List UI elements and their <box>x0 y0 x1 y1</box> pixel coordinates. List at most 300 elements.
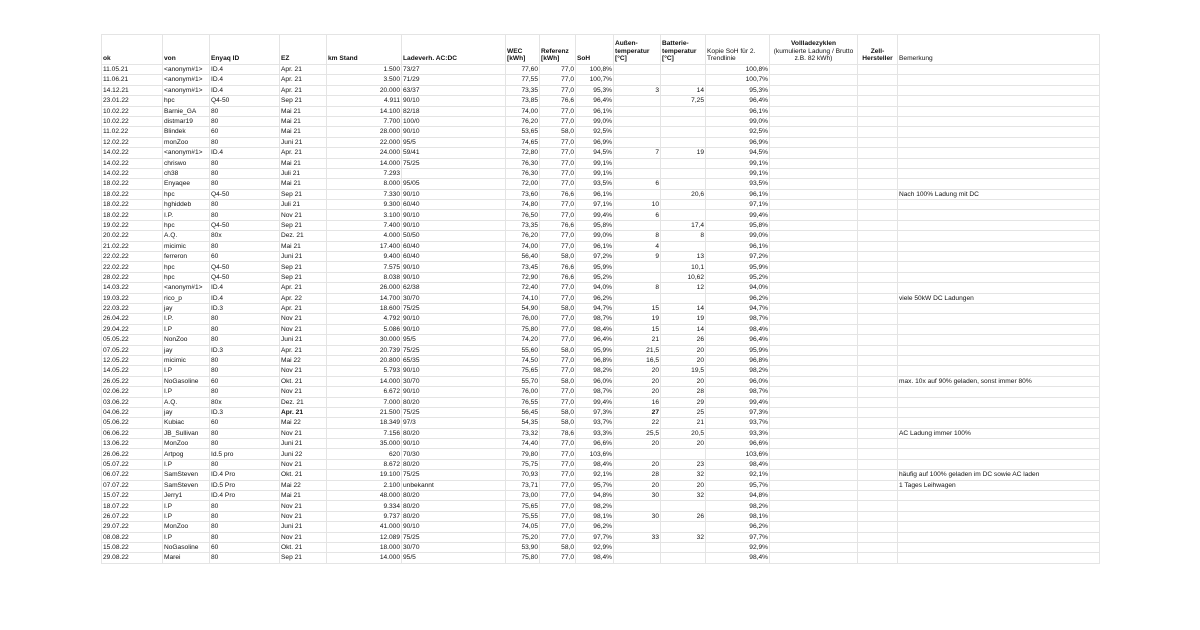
cell-km[interactable]: 8.038 <box>327 272 402 282</box>
cell-bemerkung[interactable] <box>898 220 1100 230</box>
cell-bemerkung[interactable]: AC Ladung immer 100% <box>898 428 1100 438</box>
cell-ez[interactable]: Apr. 21 <box>280 283 327 293</box>
cell-model[interactable]: 80 <box>210 314 280 324</box>
cell-zell-hersteller[interactable] <box>858 376 898 386</box>
cell-zell-hersteller[interactable] <box>858 116 898 126</box>
cell-batterietemp[interactable] <box>661 542 706 552</box>
cell-vollladezyklen[interactable] <box>770 127 858 137</box>
cell-ladeverh[interactable]: 90/10 <box>402 272 506 282</box>
cell-ladeverh[interactable]: 60/40 <box>402 241 506 251</box>
cell-aussentemp[interactable] <box>614 189 661 199</box>
cell-wec[interactable]: 74,80 <box>506 200 540 210</box>
cell-ez[interactable]: Dez. 21 <box>280 397 327 407</box>
cell-km[interactable]: 7.000 <box>327 397 402 407</box>
cell-von[interactable]: <anonym#1> <box>163 85 210 95</box>
cell-kopie-soh[interactable]: 98,2% <box>706 366 770 376</box>
cell-km[interactable]: 3.500 <box>327 75 402 85</box>
cell-date[interactable]: 26.04.22 <box>102 314 163 324</box>
cell-date[interactable]: 18.02.22 <box>102 189 163 199</box>
cell-km[interactable]: 20.000 <box>327 85 402 95</box>
cell-referenz[interactable]: 77,0 <box>540 501 576 511</box>
cell-ez[interactable]: Apr. 21 <box>280 148 327 158</box>
cell-date[interactable]: 13.06.22 <box>102 439 163 449</box>
cell-vollladezyklen[interactable] <box>770 459 858 469</box>
cell-ez[interactable]: Nov 21 <box>280 314 327 324</box>
cell-referenz[interactable]: 77,0 <box>540 241 576 251</box>
cell-kopie-soh[interactable]: 96,4% <box>706 335 770 345</box>
cell-ladeverh[interactable]: 30/70 <box>402 293 506 303</box>
cell-kopie-soh[interactable]: 93,3% <box>706 428 770 438</box>
cell-ez[interactable]: Mai 21 <box>280 116 327 126</box>
cell-aussentemp[interactable] <box>614 127 661 137</box>
cell-zell-hersteller[interactable] <box>858 293 898 303</box>
cell-ez[interactable]: Nov 21 <box>280 459 327 469</box>
cell-model[interactable]: 80 <box>210 158 280 168</box>
cell-aussentemp[interactable]: 16 <box>614 397 661 407</box>
cell-von[interactable]: rico_p <box>163 293 210 303</box>
cell-aussentemp[interactable] <box>614 168 661 178</box>
cell-soh[interactable]: 94,5% <box>576 148 614 158</box>
cell-von[interactable]: monZoo <box>163 137 210 147</box>
cell-kopie-soh[interactable]: 96,9% <box>706 137 770 147</box>
cell-vollladezyklen[interactable] <box>770 387 858 397</box>
cell-bemerkung[interactable] <box>898 491 1100 501</box>
cell-km[interactable]: 9.334 <box>327 501 402 511</box>
cell-batterietemp[interactable] <box>661 106 706 116</box>
cell-model[interactable]: Q4-50 <box>210 189 280 199</box>
cell-zell-hersteller[interactable] <box>858 314 898 324</box>
cell-zell-hersteller[interactable] <box>858 428 898 438</box>
cell-batterietemp[interactable]: 13 <box>661 252 706 262</box>
cell-wec[interactable]: 74,00 <box>506 106 540 116</box>
cell-ez[interactable]: Sep 21 <box>280 272 327 282</box>
cell-bemerkung[interactable] <box>898 179 1100 189</box>
cell-wec[interactable]: 56,45 <box>506 407 540 417</box>
cell-bemerkung[interactable] <box>898 449 1100 459</box>
cell-km[interactable]: 7.330 <box>327 189 402 199</box>
cell-soh[interactable]: 99,0% <box>576 231 614 241</box>
cell-bemerkung[interactable] <box>898 407 1100 417</box>
cell-von[interactable]: hghiddeb <box>163 200 210 210</box>
cell-soh[interactable]: 97,7% <box>576 532 614 542</box>
cell-aussentemp[interactable]: 20 <box>614 480 661 490</box>
cell-zell-hersteller[interactable] <box>858 272 898 282</box>
cell-vollladezyklen[interactable] <box>770 179 858 189</box>
cell-von[interactable]: <anonym#1> <box>163 65 210 75</box>
cell-zell-hersteller[interactable] <box>858 65 898 75</box>
cell-von[interactable]: hpc <box>163 272 210 282</box>
cell-ladeverh[interactable]: 90/10 <box>402 439 506 449</box>
cell-soh[interactable]: 98,7% <box>576 314 614 324</box>
cell-vollladezyklen[interactable] <box>770 491 858 501</box>
cell-ez[interactable]: Mai 21 <box>280 127 327 137</box>
cell-von[interactable]: I.P. <box>163 210 210 220</box>
cell-ez[interactable]: Sep 21 <box>280 96 327 106</box>
cell-aussentemp[interactable]: 4 <box>614 241 661 251</box>
cell-ladeverh[interactable]: 82/18 <box>402 106 506 116</box>
cell-batterietemp[interactable] <box>661 158 706 168</box>
cell-date[interactable]: 29.08.22 <box>102 553 163 563</box>
col-referenz[interactable]: Referenz [kWh] <box>540 35 576 65</box>
cell-vollladezyklen[interactable] <box>770 553 858 563</box>
cell-batterietemp[interactable] <box>661 75 706 85</box>
cell-date[interactable]: 07.05.22 <box>102 345 163 355</box>
cell-soh[interactable]: 92,5% <box>576 127 614 137</box>
cell-ladeverh[interactable]: 30/70 <box>402 542 506 552</box>
cell-referenz[interactable]: 77,0 <box>540 387 576 397</box>
cell-kopie-soh[interactable]: 92,5% <box>706 127 770 137</box>
cell-zell-hersteller[interactable] <box>858 75 898 85</box>
cell-zell-hersteller[interactable] <box>858 137 898 147</box>
cell-aussentemp[interactable]: 30 <box>614 511 661 521</box>
cell-ladeverh[interactable]: 75/25 <box>402 532 506 542</box>
cell-vollladezyklen[interactable] <box>770 200 858 210</box>
cell-ladeverh[interactable]: 97/3 <box>402 418 506 428</box>
cell-date[interactable]: 28.02.22 <box>102 272 163 282</box>
cell-soh[interactable]: 95,9% <box>576 345 614 355</box>
cell-soh[interactable]: 98,4% <box>576 459 614 469</box>
cell-aussentemp[interactable]: 19 <box>614 314 661 324</box>
cell-wec[interactable]: 76,50 <box>506 210 540 220</box>
cell-ladeverh[interactable]: 75/25 <box>402 303 506 313</box>
cell-km[interactable]: 8.000 <box>327 179 402 189</box>
cell-soh[interactable]: 97,1% <box>576 200 614 210</box>
cell-ez[interactable]: Nov 21 <box>280 428 327 438</box>
cell-vollladezyklen[interactable] <box>770 148 858 158</box>
cell-km[interactable]: 7.700 <box>327 116 402 126</box>
cell-vollladezyklen[interactable] <box>770 262 858 272</box>
cell-zell-hersteller[interactable] <box>858 480 898 490</box>
cell-date[interactable]: 18.07.22 <box>102 501 163 511</box>
cell-aussentemp[interactable]: 9 <box>614 252 661 262</box>
cell-soh[interactable]: 96,2% <box>576 293 614 303</box>
cell-zell-hersteller[interactable] <box>858 511 898 521</box>
cell-km[interactable]: 20.739 <box>327 345 402 355</box>
cell-bemerkung[interactable] <box>898 85 1100 95</box>
cell-ez[interactable]: Okt. 21 <box>280 542 327 552</box>
cell-km[interactable]: 41.000 <box>327 522 402 532</box>
cell-referenz[interactable]: 77,0 <box>540 491 576 501</box>
cell-zell-hersteller[interactable] <box>858 522 898 532</box>
cell-zell-hersteller[interactable] <box>858 106 898 116</box>
cell-ez[interactable]: Nov 21 <box>280 501 327 511</box>
cell-ez[interactable]: Nov 21 <box>280 210 327 220</box>
cell-batterietemp[interactable]: 21 <box>661 418 706 428</box>
cell-aussentemp[interactable] <box>614 449 661 459</box>
cell-ez[interactable]: Sep 21 <box>280 553 327 563</box>
cell-batterietemp[interactable]: 12 <box>661 283 706 293</box>
cell-model[interactable]: ID.4 <box>210 293 280 303</box>
cell-soh[interactable]: 96,4% <box>576 335 614 345</box>
cell-von[interactable]: I.P <box>163 366 210 376</box>
cell-bemerkung[interactable] <box>898 168 1100 178</box>
cell-vollladezyklen[interactable] <box>770 480 858 490</box>
cell-referenz[interactable]: 58,0 <box>540 345 576 355</box>
cell-soh[interactable]: 96,1% <box>576 241 614 251</box>
cell-date[interactable]: 14.12.21 <box>102 85 163 95</box>
cell-batterietemp[interactable]: 20 <box>661 376 706 386</box>
cell-ladeverh[interactable]: 75/25 <box>402 470 506 480</box>
cell-model[interactable]: 80 <box>210 428 280 438</box>
cell-aussentemp[interactable] <box>614 542 661 552</box>
cell-ladeverh[interactable]: 50/50 <box>402 231 506 241</box>
cell-bemerkung[interactable] <box>898 335 1100 345</box>
cell-batterietemp[interactable]: 19,5 <box>661 366 706 376</box>
col-ez[interactable]: EZ <box>280 35 327 65</box>
cell-kopie-soh[interactable]: 95,7% <box>706 480 770 490</box>
cell-vollladezyklen[interactable] <box>770 366 858 376</box>
cell-wec[interactable]: 76,20 <box>506 116 540 126</box>
cell-von[interactable]: Kubiac <box>163 418 210 428</box>
cell-ladeverh[interactable]: 90/10 <box>402 324 506 334</box>
cell-model[interactable]: ID.3 <box>210 345 280 355</box>
cell-aussentemp[interactable]: 20 <box>614 366 661 376</box>
cell-vollladezyklen[interactable] <box>770 231 858 241</box>
cell-batterietemp[interactable]: 32 <box>661 532 706 542</box>
cell-date[interactable]: 06.07.22 <box>102 470 163 480</box>
cell-vollladezyklen[interactable] <box>770 241 858 251</box>
cell-km[interactable]: 620 <box>327 449 402 459</box>
cell-ez[interactable]: Apr. 21 <box>280 75 327 85</box>
col-batterietemperatur[interactable]: Batterie-temperatur [°C] <box>661 35 706 65</box>
cell-date[interactable]: 10.02.22 <box>102 116 163 126</box>
cell-model[interactable]: ID.4 <box>210 75 280 85</box>
cell-wec[interactable]: 70,93 <box>506 470 540 480</box>
cell-vollladezyklen[interactable] <box>770 470 858 480</box>
cell-model[interactable]: 80 <box>210 324 280 334</box>
cell-km[interactable]: 4.911 <box>327 96 402 106</box>
cell-von[interactable]: I.P. <box>163 314 210 324</box>
cell-batterietemp[interactable] <box>661 137 706 147</box>
cell-wec[interactable]: 73,45 <box>506 262 540 272</box>
cell-km[interactable]: 9.737 <box>327 511 402 521</box>
cell-wec[interactable]: 56,40 <box>506 252 540 262</box>
cell-von[interactable]: chriswo <box>163 158 210 168</box>
cell-batterietemp[interactable] <box>661 179 706 189</box>
cell-date[interactable]: 29.04.22 <box>102 324 163 334</box>
cell-zell-hersteller[interactable] <box>858 220 898 230</box>
cell-zell-hersteller[interactable] <box>858 210 898 220</box>
cell-wec[interactable]: 75,65 <box>506 501 540 511</box>
cell-wec[interactable]: 77,55 <box>506 75 540 85</box>
cell-date[interactable]: 18.02.22 <box>102 210 163 220</box>
cell-referenz[interactable]: 77,0 <box>540 439 576 449</box>
cell-date[interactable]: 08.08.22 <box>102 532 163 542</box>
cell-ez[interactable]: Mai 21 <box>280 491 327 501</box>
cell-soh[interactable]: 93,5% <box>576 179 614 189</box>
cell-date[interactable]: 06.06.22 <box>102 428 163 438</box>
cell-model[interactable]: 80 <box>210 522 280 532</box>
cell-wec[interactable]: 74,40 <box>506 439 540 449</box>
cell-model[interactable]: 80 <box>210 439 280 449</box>
cell-date[interactable]: 14.03.22 <box>102 283 163 293</box>
cell-batterietemp[interactable]: 25 <box>661 407 706 417</box>
cell-referenz[interactable]: 77,0 <box>540 480 576 490</box>
cell-batterietemp[interactable]: 14 <box>661 303 706 313</box>
cell-kopie-soh[interactable]: 98,7% <box>706 387 770 397</box>
cell-referenz[interactable]: 76,6 <box>540 96 576 106</box>
cell-von[interactable]: I.P <box>163 532 210 542</box>
cell-model[interactable]: Q4-50 <box>210 96 280 106</box>
cell-referenz[interactable]: 76,6 <box>540 220 576 230</box>
cell-zell-hersteller[interactable] <box>858 470 898 480</box>
cell-date[interactable]: 14.02.22 <box>102 148 163 158</box>
cell-vollladezyklen[interactable] <box>770 355 858 365</box>
cell-referenz[interactable]: 77,0 <box>540 210 576 220</box>
cell-wec[interactable]: 54,90 <box>506 303 540 313</box>
cell-von[interactable]: jay <box>163 407 210 417</box>
cell-soh[interactable]: 96,8% <box>576 355 614 365</box>
cell-date[interactable]: 10.02.22 <box>102 106 163 116</box>
cell-von[interactable]: MonZoo <box>163 439 210 449</box>
cell-model[interactable]: ID.4 <box>210 283 280 293</box>
cell-wec[interactable]: 55,60 <box>506 345 540 355</box>
cell-ez[interactable]: Nov 21 <box>280 366 327 376</box>
cell-von[interactable]: hpc <box>163 189 210 199</box>
cell-referenz[interactable]: 77,0 <box>540 106 576 116</box>
cell-vollladezyklen[interactable] <box>770 397 858 407</box>
col-kopie-soh[interactable]: Kopie SoH für 2. Trendlinie <box>706 35 770 65</box>
cell-wec[interactable]: 73,60 <box>506 189 540 199</box>
cell-referenz[interactable]: 77,0 <box>540 168 576 178</box>
cell-ladeverh[interactable]: 70/30 <box>402 449 506 459</box>
cell-ez[interactable]: Mai 22 <box>280 355 327 365</box>
col-bemerkung[interactable]: Bemerkung <box>898 35 1100 65</box>
cell-referenz[interactable]: 77,0 <box>540 283 576 293</box>
cell-bemerkung[interactable] <box>898 200 1100 210</box>
cell-soh[interactable]: 96,0% <box>576 376 614 386</box>
cell-zell-hersteller[interactable] <box>858 324 898 334</box>
cell-zell-hersteller[interactable] <box>858 85 898 95</box>
cell-model[interactable]: ID.4 Pro <box>210 491 280 501</box>
cell-km[interactable]: 18.600 <box>327 303 402 313</box>
cell-model[interactable]: 80 <box>210 387 280 397</box>
cell-von[interactable]: jay <box>163 345 210 355</box>
cell-ladeverh[interactable]: 80/20 <box>402 501 506 511</box>
cell-batterietemp[interactable]: 32 <box>661 491 706 501</box>
cell-kopie-soh[interactable]: 94,5% <box>706 148 770 158</box>
cell-ladeverh[interactable]: 90/10 <box>402 127 506 137</box>
cell-vollladezyklen[interactable] <box>770 542 858 552</box>
cell-referenz[interactable]: 77,0 <box>540 511 576 521</box>
cell-model[interactable]: 80 <box>210 116 280 126</box>
cell-model[interactable]: 80 <box>210 366 280 376</box>
cell-aussentemp[interactable]: 20 <box>614 459 661 469</box>
cell-bemerkung[interactable] <box>898 522 1100 532</box>
cell-referenz[interactable]: 77,0 <box>540 148 576 158</box>
cell-von[interactable]: NonZoo <box>163 335 210 345</box>
cell-ladeverh[interactable]: 90/10 <box>402 262 506 272</box>
cell-date[interactable]: 19.03.22 <box>102 293 163 303</box>
cell-km[interactable]: 19.100 <box>327 470 402 480</box>
cell-batterietemp[interactable] <box>661 501 706 511</box>
cell-vollladezyklen[interactable] <box>770 407 858 417</box>
cell-soh[interactable]: 94,0% <box>576 283 614 293</box>
cell-model[interactable]: 60 <box>210 127 280 137</box>
cell-batterietemp[interactable]: 10,62 <box>661 272 706 282</box>
cell-bemerkung[interactable] <box>898 366 1100 376</box>
cell-referenz[interactable]: 77,0 <box>540 355 576 365</box>
cell-vollladezyklen[interactable] <box>770 293 858 303</box>
cell-kopie-soh[interactable]: 97,7% <box>706 532 770 542</box>
cell-ez[interactable]: Juli 21 <box>280 200 327 210</box>
cell-kopie-soh[interactable]: 96,1% <box>706 189 770 199</box>
cell-model[interactable]: ID.4 <box>210 85 280 95</box>
cell-referenz[interactable]: 77,0 <box>540 470 576 480</box>
cell-von[interactable]: I.P <box>163 387 210 397</box>
cell-wec[interactable]: 79,80 <box>506 449 540 459</box>
cell-batterietemp[interactable]: 26 <box>661 335 706 345</box>
cell-batterietemp[interactable]: 14 <box>661 324 706 334</box>
cell-soh[interactable]: 95,9% <box>576 262 614 272</box>
cell-kopie-soh[interactable]: 98,4% <box>706 553 770 563</box>
cell-referenz[interactable]: 77,0 <box>540 85 576 95</box>
cell-km[interactable]: 14.000 <box>327 376 402 386</box>
cell-date[interactable]: 29.07.22 <box>102 522 163 532</box>
cell-soh[interactable]: 93,7% <box>576 418 614 428</box>
cell-wec[interactable]: 76,00 <box>506 314 540 324</box>
cell-batterietemp[interactable]: 10,1 <box>661 262 706 272</box>
cell-wec[interactable]: 75,65 <box>506 366 540 376</box>
cell-ez[interactable]: Mai 21 <box>280 158 327 168</box>
cell-km[interactable]: 14.100 <box>327 106 402 116</box>
cell-km[interactable]: 30.000 <box>327 335 402 345</box>
col-wec[interactable]: WEC [kWh] <box>506 35 540 65</box>
cell-wec[interactable]: 72,90 <box>506 272 540 282</box>
cell-ladeverh[interactable]: 90/10 <box>402 387 506 397</box>
cell-model[interactable]: 80x <box>210 397 280 407</box>
cell-aussentemp[interactable]: 16,5 <box>614 355 661 365</box>
cell-referenz[interactable]: 58,0 <box>540 376 576 386</box>
cell-referenz[interactable]: 77,0 <box>540 459 576 469</box>
cell-kopie-soh[interactable]: 96,4% <box>706 96 770 106</box>
cell-ez[interactable]: Juni 22 <box>280 449 327 459</box>
cell-date[interactable]: 22.02.22 <box>102 262 163 272</box>
cell-km[interactable]: 24.000 <box>327 148 402 158</box>
cell-date[interactable]: 23.01.22 <box>102 96 163 106</box>
cell-ladeverh[interactable]: 95/5 <box>402 553 506 563</box>
cell-batterietemp[interactable] <box>661 449 706 459</box>
cell-ladeverh[interactable]: unbekannt <box>402 480 506 490</box>
cell-kopie-soh[interactable]: 95,9% <box>706 262 770 272</box>
cell-ladeverh[interactable]: 80/20 <box>402 459 506 469</box>
cell-vollladezyklen[interactable] <box>770 272 858 282</box>
cell-vollladezyklen[interactable] <box>770 85 858 95</box>
cell-ez[interactable]: Sep 21 <box>280 189 327 199</box>
cell-ladeverh[interactable]: 100/0 <box>402 116 506 126</box>
cell-batterietemp[interactable] <box>661 65 706 75</box>
cell-vollladezyklen[interactable] <box>770 532 858 542</box>
cell-ladeverh[interactable]: 90/10 <box>402 220 506 230</box>
cell-ladeverh[interactable]: 90/10 <box>402 189 506 199</box>
cell-bemerkung[interactable] <box>898 158 1100 168</box>
cell-batterietemp[interactable]: 29 <box>661 397 706 407</box>
cell-model[interactable]: 80 <box>210 179 280 189</box>
cell-zell-hersteller[interactable] <box>858 189 898 199</box>
cell-bemerkung[interactable] <box>898 387 1100 397</box>
cell-model[interactable]: 80 <box>210 168 280 178</box>
cell-ez[interactable]: Nov 21 <box>280 532 327 542</box>
cell-batterietemp[interactable]: 7,25 <box>661 96 706 106</box>
cell-model[interactable]: ID.4 <box>210 65 280 75</box>
cell-date[interactable]: 14.05.22 <box>102 366 163 376</box>
col-aussentemperatur[interactable]: Außen-temperatur [°C] <box>614 35 661 65</box>
cell-model[interactable]: 80 <box>210 355 280 365</box>
cell-bemerkung[interactable]: Nach 100% Ladung mit DC <box>898 189 1100 199</box>
cell-wec[interactable]: 77,60 <box>506 65 540 75</box>
cell-model[interactable]: 80x <box>210 231 280 241</box>
cell-vollladezyklen[interactable] <box>770 96 858 106</box>
